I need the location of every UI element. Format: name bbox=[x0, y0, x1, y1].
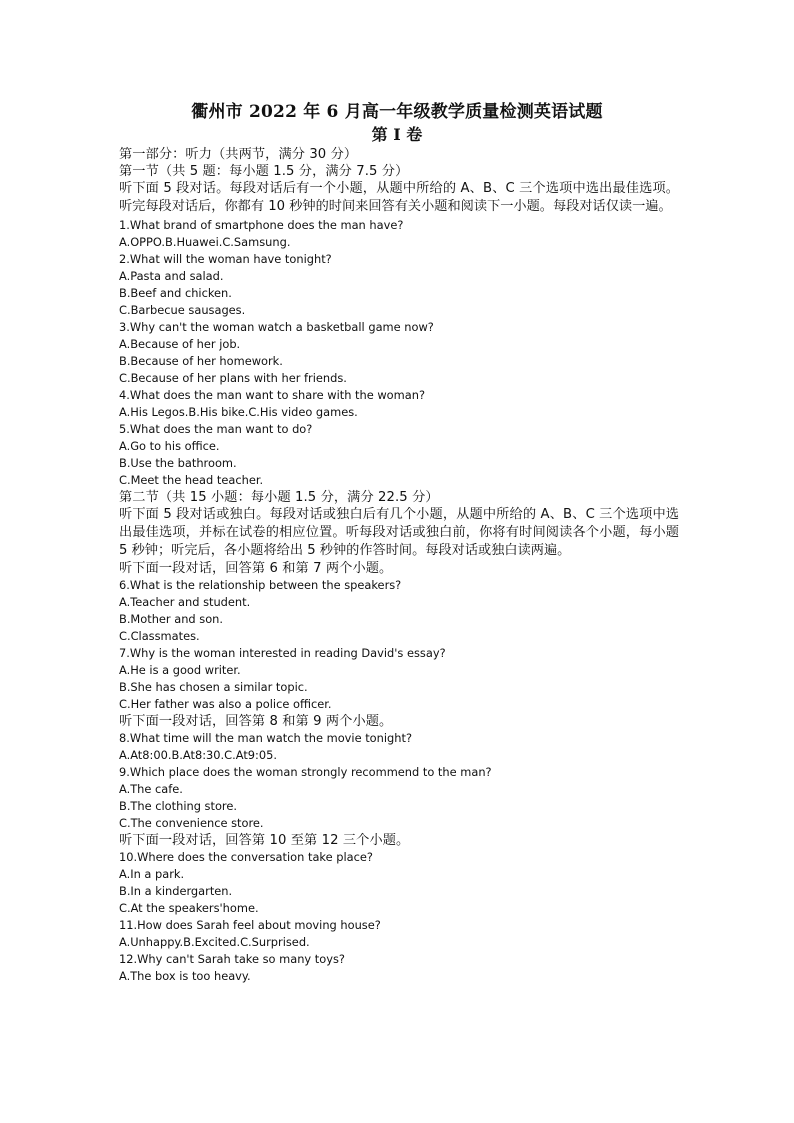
option-line: C.At the speakers'home. bbox=[119, 901, 259, 916]
option-line: B.Beef and chicken. bbox=[119, 285, 232, 300]
option-line: A.In a park. bbox=[119, 867, 185, 882]
option-line: A.Pasta and salad. bbox=[119, 268, 224, 283]
option-line: C.Because of her plans with her friends. bbox=[119, 370, 347, 385]
option-line: A.The cafe. bbox=[119, 782, 183, 797]
question-line: 4.What does the man want to share with the woman? bbox=[119, 387, 425, 402]
question-line: 3.Why can't the woman watch a basketball game now? bbox=[119, 319, 434, 334]
option-line: C.Barbecue sausages. bbox=[119, 302, 246, 317]
option-line: C.Classmates. bbox=[119, 629, 200, 644]
option-line: A.OPPO.B.Huawei.C.Samsung. bbox=[119, 234, 291, 249]
question-line: 10.Where does the conversation take place? bbox=[119, 850, 373, 865]
question-line: 5.What does the man want to do? bbox=[119, 421, 313, 436]
option-line: A.Teacher and student. bbox=[119, 595, 251, 610]
question-line: 11.How does Sarah feel about moving house? bbox=[119, 918, 381, 933]
option-line: A.At8:00.B.At8:30.C.At9:05. bbox=[119, 748, 277, 763]
option-line: B.In a kindergarten. bbox=[119, 884, 233, 899]
group-instruction: 听下面一段对话，回答第 6 和第 7 两个小题。 bbox=[119, 561, 393, 577]
question-line: 12.Why can't Sarah take so many toys? bbox=[119, 952, 345, 967]
option-line: B.Mother and son. bbox=[119, 612, 224, 627]
volume-subtitle: 第 I 卷 bbox=[371, 125, 423, 144]
option-line: B.Use the bathroom. bbox=[119, 455, 237, 470]
option-line: A.Unhappy.B.Excited.C.Surprised. bbox=[119, 935, 310, 950]
option-line: A.Because of her job. bbox=[119, 336, 241, 351]
question-line: 8.What time will the man watch the movie tonight? bbox=[119, 731, 412, 746]
exam-title: 衢州市 2022 年 6 月高一年级教学质量检测英语试题 bbox=[191, 102, 603, 122]
section2-instructions: 听下面 5 段对话或独白。每段对话或独白后有几个小题，从题中所给的 A、B、C 三个选项中选出最佳选项，并标在试卷的相应位置。听每段对话或独白前，你将有时间阅读各个小题，每小题 5 秒钟；听完后，各小题将给出 5 秒钟的作答时间。每段对话或独白读两遍。 bbox=[119, 506, 679, 559]
option-line: B.The clothing store. bbox=[119, 799, 237, 814]
question-line: 6.What is the relationship between the speakers? bbox=[119, 578, 402, 593]
question-line: 2.What will the woman have tonight? bbox=[119, 251, 332, 266]
question-line: 9.Which place does the woman strongly recommend to the man? bbox=[119, 765, 492, 780]
option-line: A.He is a good writer. bbox=[119, 663, 241, 678]
question-line: 7.Why is the woman interested in reading David's essay? bbox=[119, 646, 446, 661]
question-line: 1.What brand of smartphone does the man have? bbox=[119, 217, 404, 232]
option-line: B.She has chosen a similar topic. bbox=[119, 680, 308, 695]
section1-instructions: 听下面 5 段对话。每段对话后有一个小题，从题中所给的 A、B、C 三个选项中选出最佳选项。听完每段对话后，你都有 10 秒钟的时间来回答有关小题和阅读下一小题。每段对话仅读一遍。 bbox=[119, 181, 679, 215]
group-instruction: 听下面一段对话，回答第 8 和第 9 两个小题。 bbox=[119, 714, 393, 730]
document-body bbox=[119, 146, 679, 985]
section1-heading: 第一节（共 5 题：每小题 1.5 分，满分 7.5 分） bbox=[119, 164, 409, 179]
option-line: B.Because of her homework. bbox=[119, 353, 283, 368]
group-instruction: 听下面一段对话，回答第 10 至第 12 三个小题。 bbox=[119, 833, 410, 849]
option-line: C.Meet the head teacher. bbox=[119, 472, 264, 487]
option-line: A.Go to his office. bbox=[119, 438, 220, 453]
option-line: C.Her father was also a police officer. bbox=[119, 697, 332, 712]
option-line: C.The convenience store. bbox=[119, 816, 264, 831]
part-heading: 第一部分：听力（共两节，满分 30 分） bbox=[119, 147, 358, 162]
option-line: A.The box is too heavy. bbox=[119, 969, 251, 984]
option-line: A.His Legos.B.His bike.C.His video games. bbox=[119, 404, 358, 419]
section2-heading: 第二节（共 15 小题：每小题 1.5 分，满分 22.5 分） bbox=[119, 489, 439, 505]
